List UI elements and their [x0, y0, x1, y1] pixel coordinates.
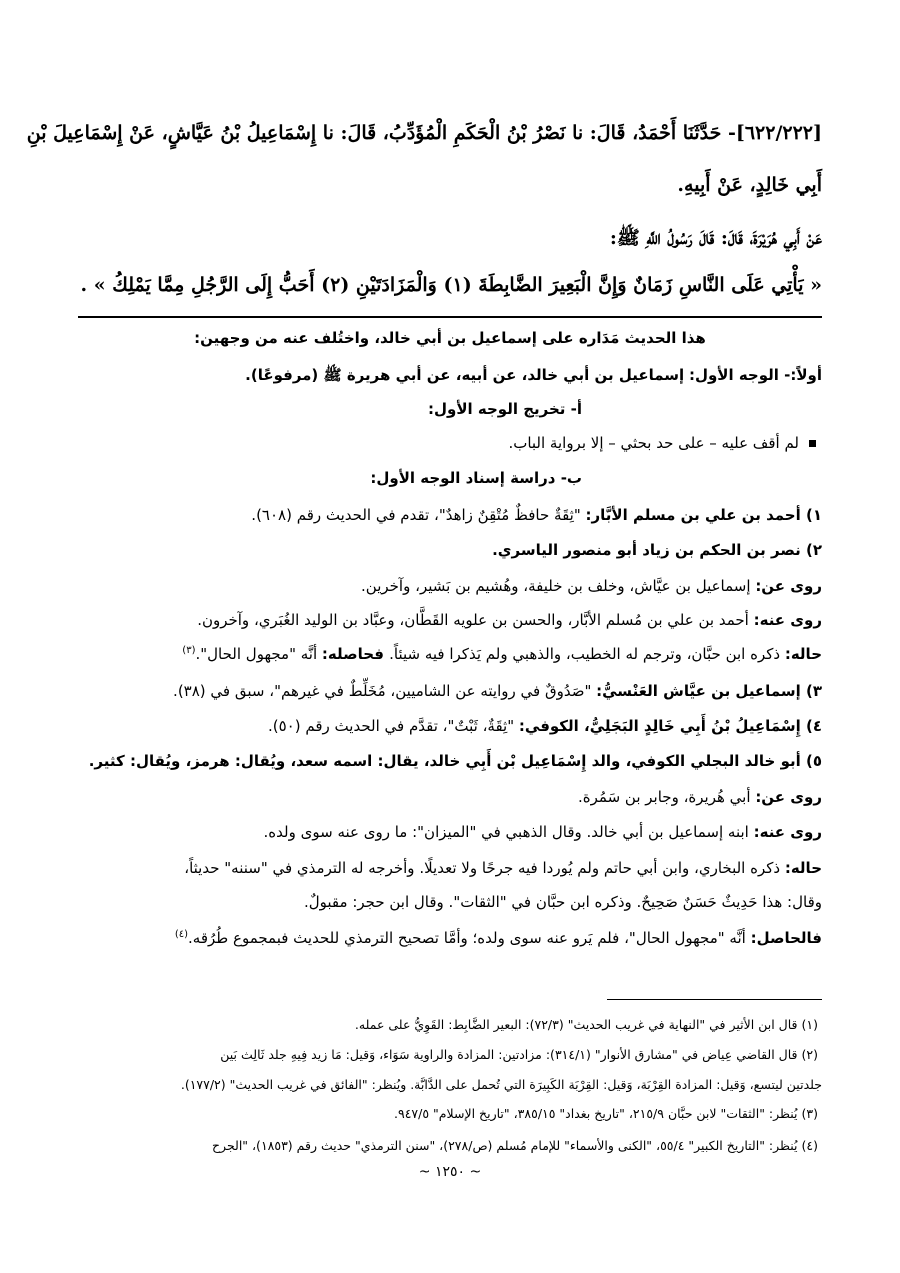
conclusion-text: أنَّه "مجهول الحال". — [195, 645, 322, 663]
footnote-2: (٢) قال القاضي عِياض في "مشارق الأنوار" (٣١٤/١): مزادتين: المزادة والراوية سَوَاء، وَقيل: مَا زيد فِيهِ جلد ثَالِث بَين — [220, 1047, 818, 1062]
status-text: ذكره ابن حبَّان، وترجم له الخطيب، والذهبي ولم يَذكرا فيه شيئاً. — [389, 645, 785, 663]
footnote-ref-4: (٤) — [174, 929, 189, 940]
bullet-icon — [809, 440, 816, 447]
narrator-5-from — [578, 788, 822, 806]
footnote-3: (٣) يُنظر: "الثقات" لابن حبَّان ٢١٥/٩، "تاريخ بغداد" ٣٨٥/١٥، "تاريخ الإسلام" ٩٤٧/٥. — [394, 1106, 818, 1121]
conclusion-text: أنَّه "مجهول الحال"، فلم يَرو عنه سوى ولده؛ وأمَّا تصحيح الترمذي للحديث فبمجموع طُرُقه. — [188, 929, 751, 947]
narrator-4-text: "ثِقَةٌ، ثَبْتٌ"، تقدَّم في الحديث رقم (٥٠). — [268, 717, 519, 735]
status-label: حاله: — [784, 645, 822, 663]
takhrij-heading: أ- تخريج الوجه الأول: — [428, 400, 582, 418]
takhrij-bullet-text: لم أقف عليه – على حد بحثي – إلا برواية الباب. — [508, 434, 799, 452]
narrator-2-status — [182, 645, 822, 663]
narrated-from-label: روى عن: — [755, 788, 822, 806]
status-label: حاله: — [784, 859, 822, 877]
study-intro: هذا الحديث مَدَاره على إسماعيل بن أبي خالد، واختُلف عنه من وجهين: — [194, 329, 706, 347]
narrated-by-text: ابنه إسماعيل بن أبي خالد. وقال الذهبي في "الميزان": ما روى عنه سوى ولده. — [263, 823, 754, 841]
narrated-from-label: روى عن: — [755, 577, 822, 595]
footnote-divider — [607, 999, 822, 1000]
narrator-1 — [251, 506, 822, 524]
footnote-4: (٤) يُنظر: "التاريخ الكبير" ٥٥/٤، "الكنى والأسماء" للإمام مُسلم (ص/٢٧٨)، "سنن الترمذي" حديث رقم (١٨٥٣)، "الجرح — [211, 1138, 818, 1153]
narrator-4 — [268, 717, 822, 735]
narrator-1-name: ١) أحمد بن علي بن مسلم الأبَّار: — [585, 506, 822, 524]
narrated-from-text: إسماعيل بن عيَّاش، وخلف بن خليفة، وهُشيم بن بَشير، وآخرين. — [361, 577, 756, 595]
isnad-heading: ب- دراسة إسناد الوجه الأول: — [370, 469, 582, 487]
section-divider — [78, 316, 822, 318]
narrator-5-status — [184, 859, 822, 877]
narrator-5-name: ٥) أبو خالد البجلي الكوفي، والد إِسْمَاعِيل بْن أَبِي خالد، يقال: اسمه سعد، ويُقال: هرمز، ويُقال: كثير. — [88, 752, 822, 770]
narrator-3-text: "صَدُوقٌ في روايته عن الشاميين، مُخَلِّطٌ في غيرهم"، سبق في (٣٨). — [173, 682, 597, 700]
first-way-heading — [245, 366, 822, 388]
hadith-matn: « يَأْتِي عَلَى النَّاسِ زَمَانٌ وَإِنَّ الْبَعِيرَ الضَّابِطَةَ (١) وَالْمَزَادَتَيْنِ (٢) أَحَبُّ إِلَى الرَّجُلِ مِمَّا يَمْلِكُ » . — [80, 274, 822, 296]
footnote-ref-3: (٣) — [182, 645, 196, 656]
narrator-5-status-cont: وقال: هذا حَدِيثٌ حَسَنٌ صَحِيحٌ. وذكره ابن حبَّان في "الثقات". وقال ابن حجر: مقبولٌ. — [303, 893, 822, 911]
page-number: ~ ١٢٥٠ ~ — [418, 1164, 482, 1180]
first-way-label: أولاً:- الوجه الأول: — [688, 366, 822, 384]
hadith-line-3: عَنْ أَبِي هُرَيْرَةَ، قَالَ: قَالَ رَسُولُ اللَّهِ ﷺ: — [609, 227, 822, 249]
status-text: ذكره البخاري، وابن أبي حاتم ولم يُوردا فيه جرحًا ولا تعديلًا. وأخرجه له الترمذي في "سننه" حديثاً، — [184, 859, 785, 877]
narrator-2-from — [361, 577, 822, 595]
narrator-5-conclusion — [175, 929, 822, 947]
conclusion-label: فالحاصل: — [750, 929, 822, 947]
narrated-by-text: أحمد بن علي بن مُسلم الأبَّار، والحسن بن علويه القَطَّان، وعبَّاد بن الوليد الغُبَري، وآخرون. — [197, 611, 754, 629]
conclusion-label: فحاصله: — [321, 645, 390, 663]
narrator-2-by — [197, 611, 822, 629]
narrator-4-name: ٤) إِسْمَاعِيلُ بْنُ أَبِي خَالِدٍ البَجَلِيُّ، الكوفي: — [518, 717, 822, 735]
narrated-from-text: أبي هُريرة، وجابر بن سَمُرة. — [578, 788, 756, 806]
first-way-text: إسماعيل بن أبي خالد، عن أبيه، عن أبي هريرة ﷺ (مرفوعًا). — [245, 366, 685, 384]
narrator-5-by — [264, 823, 822, 841]
footnote-2-cont: جلدتين ليتسع، وَقيل: المزادة القِرْبَة، وَقيل: القِرْبَة الكَبِيرَة التي تُحمل على الدَّابَّة. ويُنظر: "الفائق في غريب الحديث" (١٧٧/٢). — [180, 1077, 822, 1092]
narrated-by-label: روى عنه: — [753, 611, 822, 629]
narrator-1-text: "ثِقَةٌ حافظٌ مُتْقِنٌ زاهدٌ"، تقدم في الحديث رقم (٦٠٨). — [251, 506, 586, 524]
narrator-3-name: ٣) إسماعيل بن عيَّاش العَنْسيُّ: — [596, 682, 822, 700]
takhrij-bullet-item — [508, 434, 816, 452]
narrator-2-name: ٢) نصر بن الحكم بن زياد أبو منصور الياسري. — [492, 541, 822, 559]
footnote-1: (١) قال ابن الأثير في "النهاية في غريب الحديث" (٧٢/٣): البعير الضَّابِط: القَوِيُّ على عمله. — [354, 1017, 818, 1032]
hadith-line-2: أَبِي خَالِدٍ، عَنْ أَبِيهِ. — [677, 174, 822, 196]
hadith-line-1: [٦٢٢/٢٢٢]- حَدَّثَنَا أَحْمَدُ، قَالَ: نا نَصْرُ بْنُ الْحَكَمِ الْمُؤَدِّبُ، قَالَ: نا إِسْمَاعِيلُ بْنُ عَيَّاشٍ، عَنْ إِسْمَاعِيلَ بْنِ — [26, 122, 822, 144]
narrator-3 — [173, 682, 822, 700]
narrated-by-label: روى عنه: — [753, 823, 822, 841]
